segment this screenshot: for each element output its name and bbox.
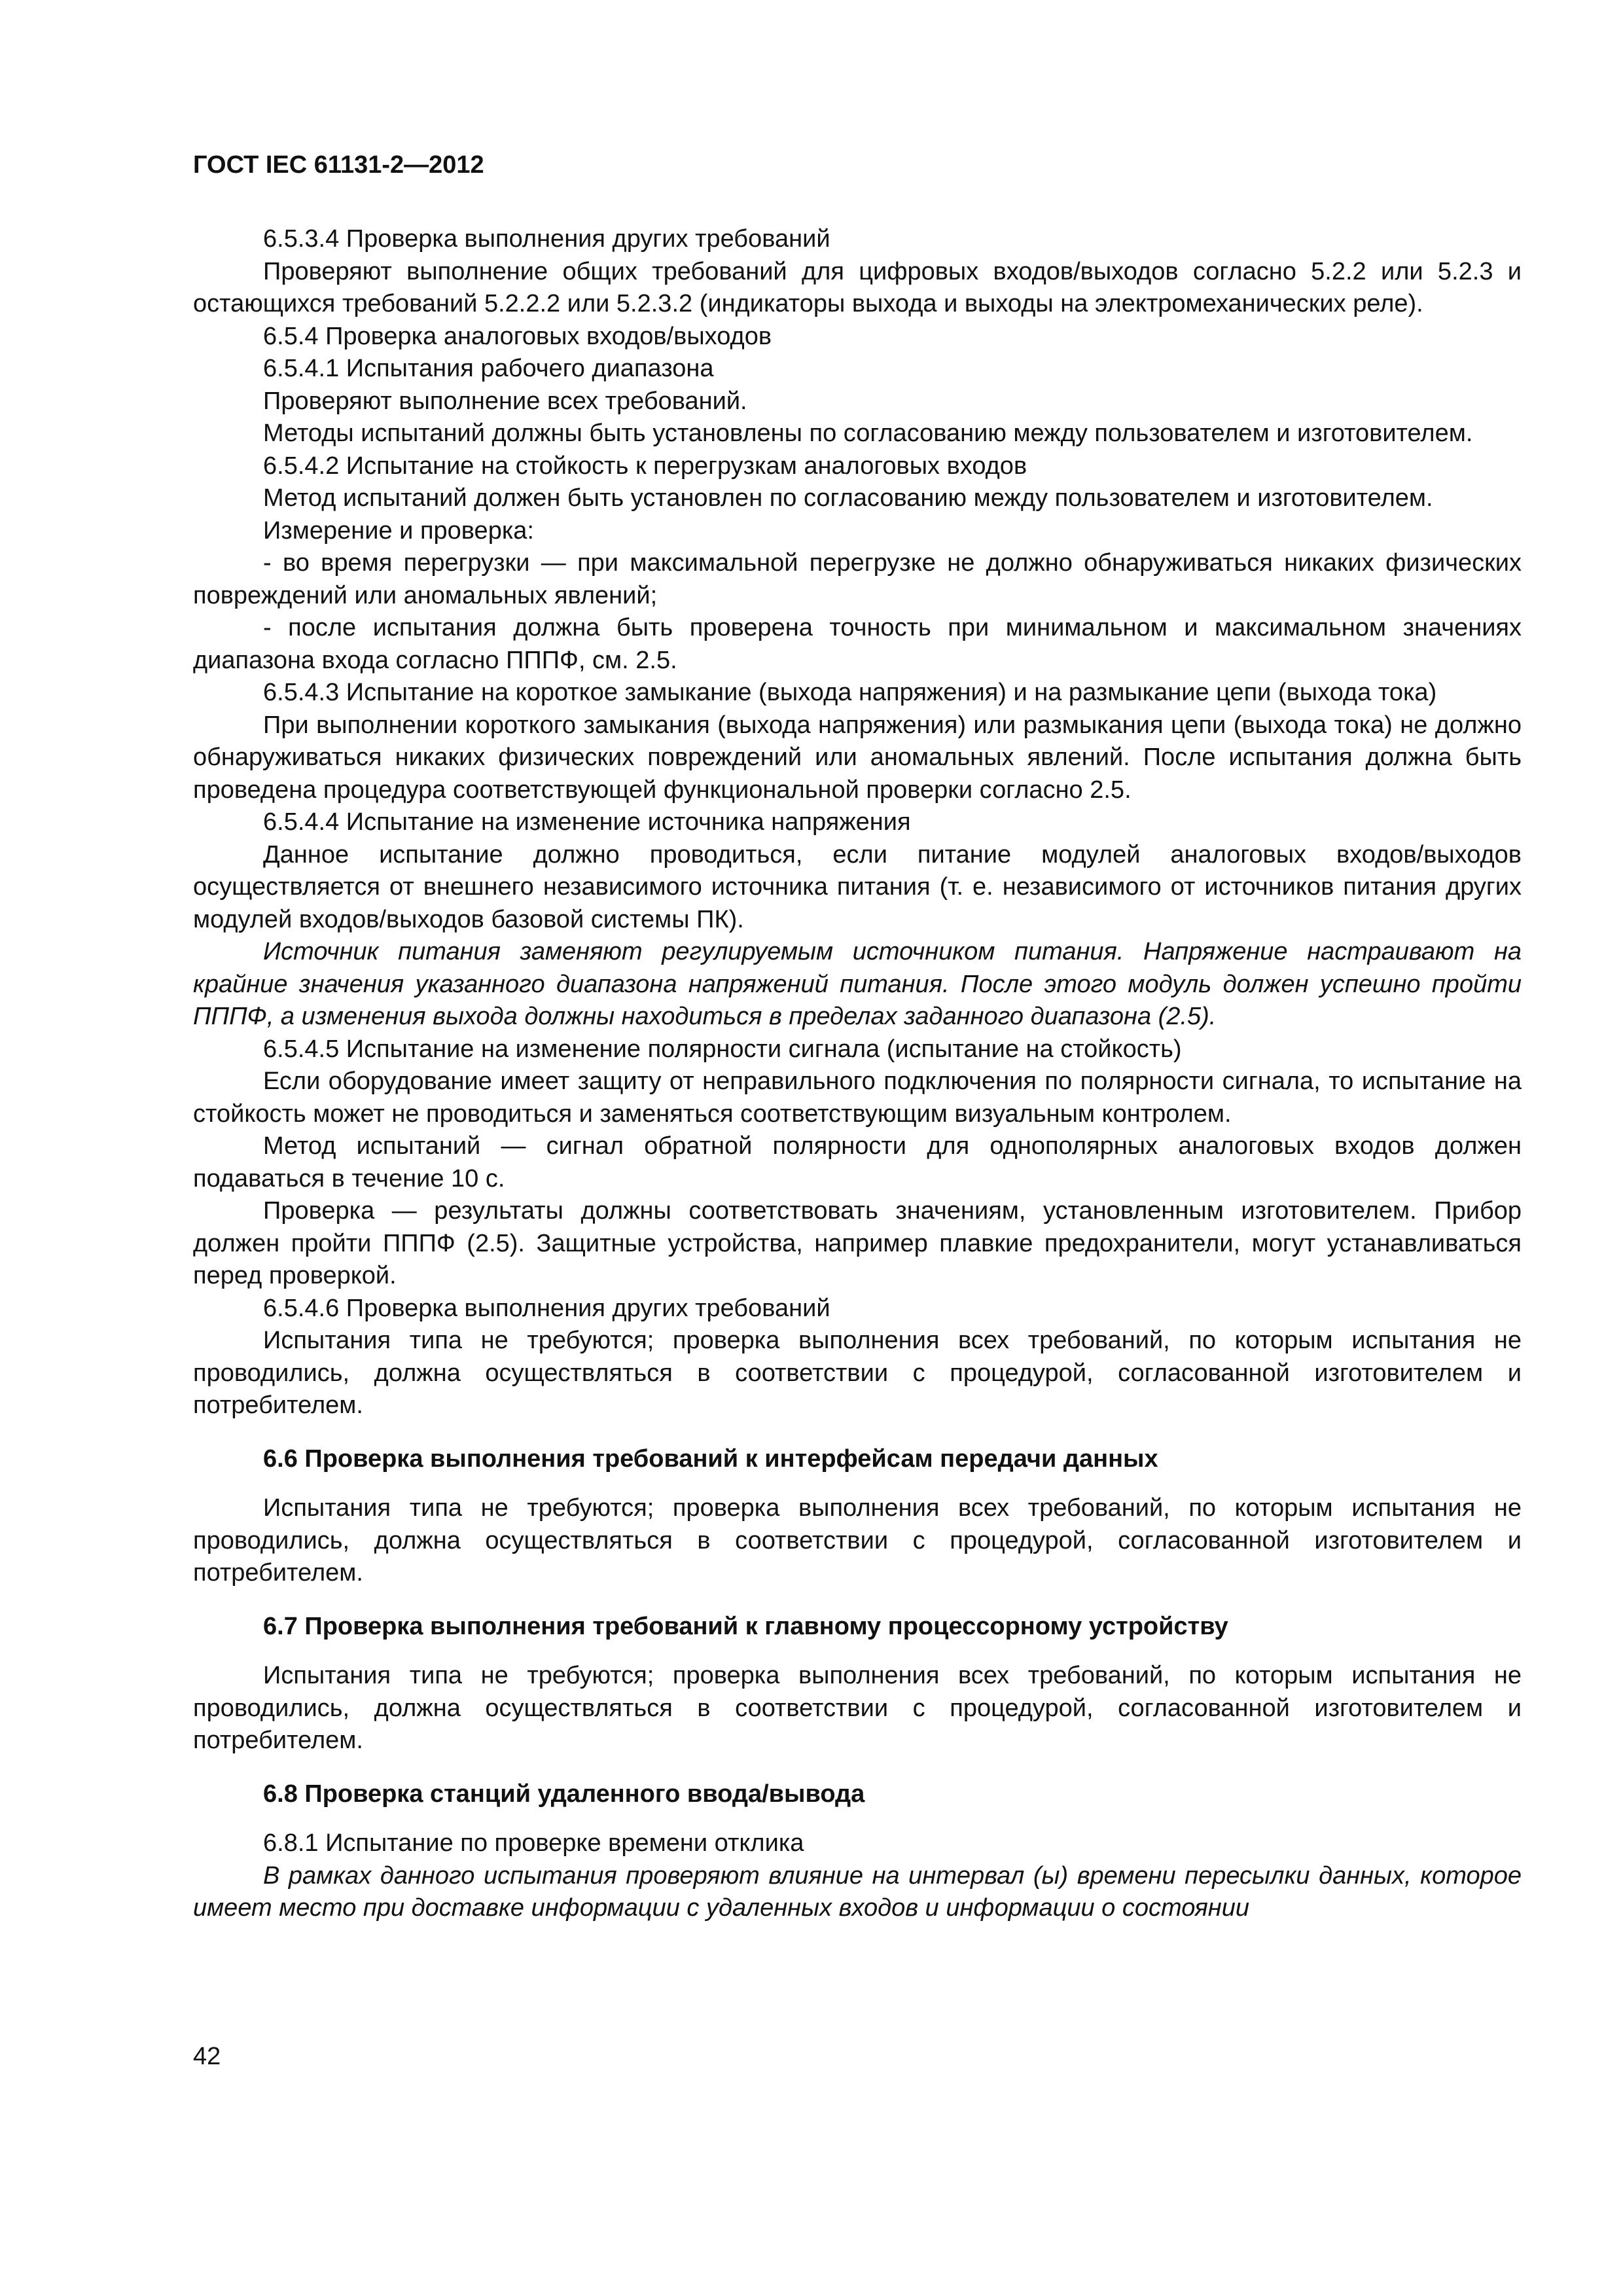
subsection-title: 6.5.4.1 Испытания рабочего диапазона — [263, 355, 714, 382]
section-heading-6-7: 6.7 Проверка выполнения требований к главному процессорному устройству — [263, 1612, 1228, 1640]
subsection-title: 6.5.4 Проверка аналоговых входов/выходов — [263, 322, 772, 350]
italic-paragraph: В рамках данного испытания проверяют влияние на интервал (ы) времени пересылки данных, которое имеет место при доставке информации с удаленных входов и информации о состоянии — [193, 1861, 1522, 1922]
paragraph: Проверка — результаты должны соответствовать значениям, установленным изготовителем. Прибор должен пройти ПППФ (2.5). Защитные устройства, например плавкие предохранители, могут устанавливаться перед проверкой. — [193, 1197, 1522, 1289]
document-page — [193, 0, 1522, 2296]
subsection-title: 6.8.1 Испытание по проверке времени отклика — [263, 1829, 804, 1857]
paragraph: Проверяют выполнение всех требований. — [263, 387, 747, 415]
subsection-title: 6.5.4.3 Испытание на короткое замыкание (выхода напряжения) и на размыкание цепи (выхода тока) — [263, 679, 1437, 706]
subsection-title: 6.5.4.6 Проверка выполнения других требований — [263, 1294, 830, 1322]
page-number: 42 — [193, 2043, 221, 2070]
paragraph: Испытания типа не требуются; проверка выполнения всех требований, по которым испытания не проводились, должна осуществляться в соответствии с процедурой, согласованной изготовителем и потребителем. — [193, 1327, 1522, 1419]
subsection-title: 6.5.4.2 Испытание на стойкость к перегрузкам аналоговых входов — [263, 452, 1027, 480]
list-item: - во время перегрузки — при максимальной перегрузке не должно обнаруживаться никаких физических повреждений или аномальных явлений; — [193, 549, 1522, 609]
document-header: ГОСТ IEC 61131-2—2012 — [193, 151, 484, 179]
subsection-title: 6.5.3.4 Проверка выполнения других требований — [263, 225, 830, 253]
paragraph: Метод испытаний — сигнал обратной полярности для однополярных аналоговых входов должен подаваться в течение 10 с. — [193, 1132, 1522, 1193]
paragraph: Измерение и проверка: — [263, 516, 534, 545]
paragraph: Метод испытаний должен быть установлен по согласованию между пользователем и изготовителем. — [263, 484, 1433, 512]
section-heading-6-8: 6.8 Проверка станций удаленного ввода/вывода — [263, 1780, 865, 1808]
italic-paragraph: Источник питания заменяют регулируемым источником питания. Напряжение настраивают на крайние значения указанного диапазона напряжений питания. После этого модуль должен успешно пройти ПППФ, а изменения выхода должны находиться в пределах заданного диапазона (2.5). — [193, 938, 1522, 1030]
document-body — [193, 223, 1522, 1925]
paragraph: Данное испытание должно проводиться, если питание модулей аналоговых входов/выходов осуществляется от внешнего независимого источника питания (т. е. независимого от источников питания других модулей входов/выходов базовой системы ПК). — [193, 840, 1522, 933]
subsection-title: 6.5.4.5 Испытание на изменение полярности сигнала (испытание на стойкость) — [263, 1035, 1182, 1063]
paragraph: При выполнении короткого замыкания (выхода напряжения) или размыкания цепи (выхода тока) не должно обнаруживаться никаких физических повреждений или аномальных явлений. После испытания должна быть проведена процедура соответствующей функциональной проверки согласно 2.5. — [193, 711, 1522, 804]
list-item: - после испытания должна быть проверена точность при минимальном и максимальном значениях диапазона входа согласно ПППФ, см. 2.5. — [193, 614, 1522, 674]
paragraph: Методы испытаний должны быть установлены по согласованию между пользователем и изготовителем. — [263, 420, 1473, 447]
subsection-title: 6.5.4.4 Испытание на изменение источника напряжения — [263, 808, 911, 836]
section-heading-6-6: 6.6 Проверка выполнения требований к интерфейсам передачи данных — [263, 1444, 1158, 1473]
paragraph: Проверяют выполнение общих требований для цифровых входов/выходов согласно 5.2.2 или 5.2.3 и остающихся требований 5.2.2.2 или 5.2.3.2 (индикаторы выхода и выходы на электромеханических реле). — [193, 257, 1522, 317]
paragraph: Испытания типа не требуются; проверка выполнения всех требований, по которым испытания не проводились, должна осуществляться в соответствии с процедурой, согласованной изготовителем и потребителем. — [193, 1494, 1522, 1587]
paragraph: Если оборудование имеет защиту от неправильного подключения по полярности сигнала, то испытание на стойкость может не проводиться и заменяться соответствующим визуальным контролем. — [193, 1067, 1522, 1128]
paragraph: Испытания типа не требуются; проверка выполнения всех требований, по которым испытания не проводились, должна осуществляться в соответствии с процедурой, согласованной изготовителем и потребителем. — [193, 1662, 1522, 1754]
